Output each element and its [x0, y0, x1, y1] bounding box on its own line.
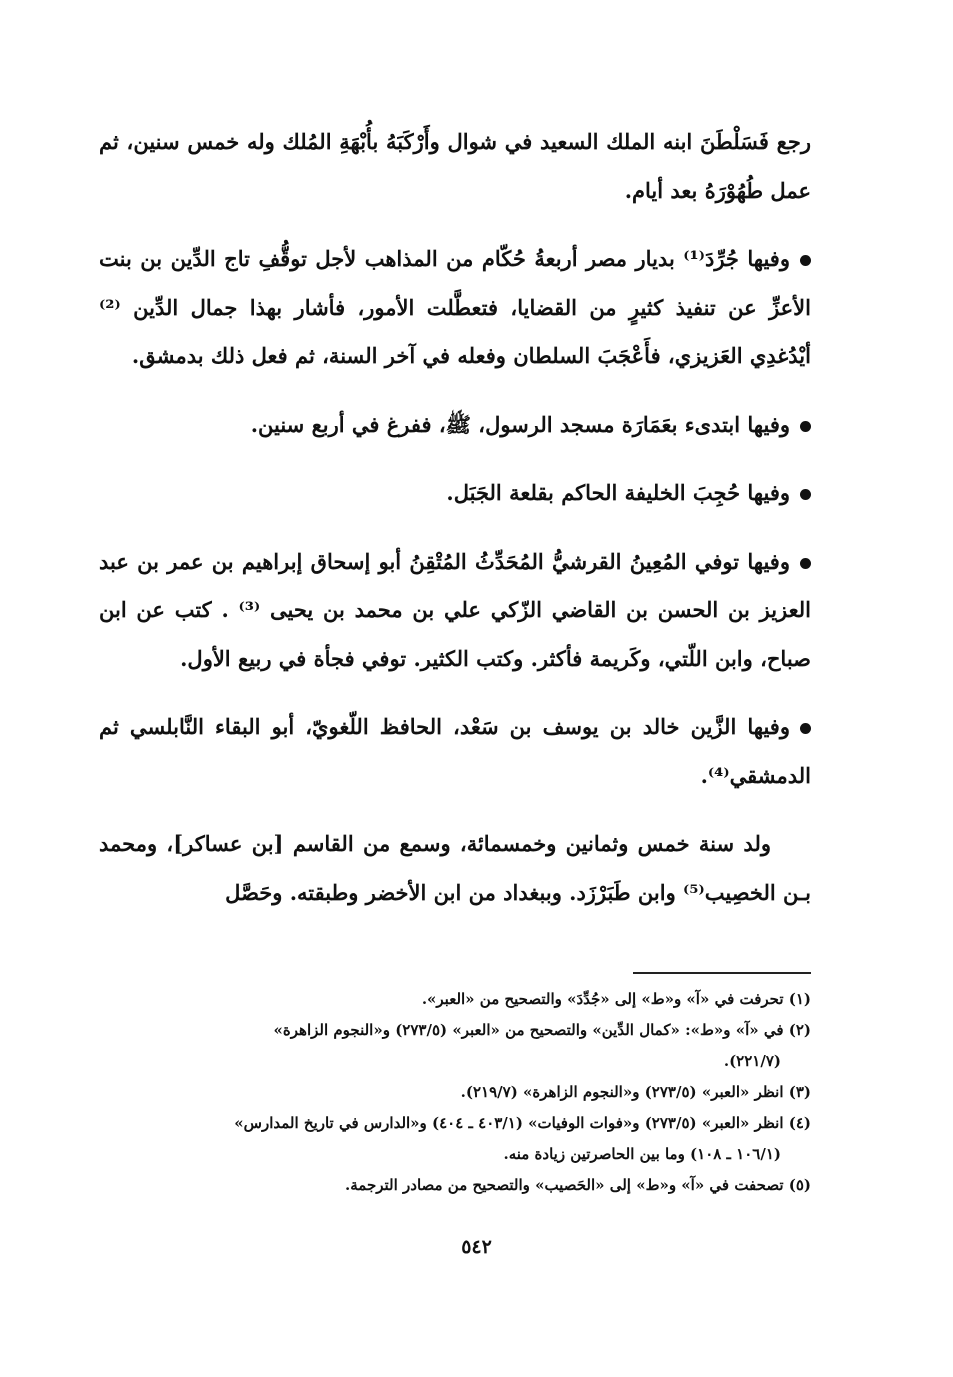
footnote-4-continued: (١٠٦/١ ـ ١٠٨) وما بين الحاصرتين زيادة منه.	[503, 1145, 781, 1163]
footnote-1: (١) تحرفت في «آ» و«ط» إلى «جُدِّدَ» والتصحيح من «العبر».	[421, 990, 811, 1008]
footnote-5: (٥) تصحفت في «آ» و«ط» إلى «الحَصيب» والتصحيح من مصادر الترجمة.	[345, 1176, 811, 1194]
bullet-icon	[800, 255, 811, 266]
paragraph	[99, 401, 811, 450]
footnote-2-continued: (٢٢١/٧).	[723, 1052, 781, 1070]
main-text	[99, 118, 811, 937]
paragraph	[99, 538, 811, 684]
paragraph-text: وفيها الزَّين خالد بن يوسف بن سَعْد، الحافظ اللّغويّ، أبو البقاء النَّابلسي ثم الدمشقي⁽⁴⁾.	[99, 714, 811, 788]
footnote-4: (٤) انظر «العبر» (٢٧٣/٥) و«فوات الوفيات» (٤٠٣/١ ـ ٤٠٤) و«الدارس في تاريخ المدارس»	[234, 1114, 811, 1132]
paragraph-text: ولد سنة خمس وثمانين وخمسمائة، وسمع من القاسم [بن عساكر]، ومحمد بـن الخصِيب⁽⁵⁾ وابن طَبَرْزَد. وببغداد من ابن الأخضر وطبقته. وحَصَّل	[99, 831, 811, 905]
footnote-3: (٣) انظر «العبر» (٢٧٣/٥) و«النجوم الزاهرة» (٢١٩/٧).	[460, 1083, 811, 1101]
footnotes	[99, 984, 811, 1201]
paragraph-text: وفيها حُجِبَ الخليفة الحاكم بقلعة الجَبَل.	[446, 480, 790, 505]
paragraph	[99, 820, 811, 917]
paragraph-text: وفيها توفي المُعِينُ القرشيُّ المُحَدِّثُ المُتْقِنُ أبو إسحاق إبراهيم بن عمر بن عبد العزيز بن الحسن بن القاضي الزّكي علي بن محمد بن يحيى ⁽³⁾ . كتب عن ابن صباح، وابن اللّتي، وكَريمة فأكثر. وكتب الكثير. توفي فجأة في ربيع الأول.	[99, 548, 811, 671]
footnote-divider	[633, 972, 811, 974]
paragraph-text: وفيها جُرِّدَ⁽¹⁾ بديار مصر أربعةُ حُكّام من المذاهب لأجل توقُّفِ تاج الدِّين بن بنت الأعزِّ عن تنفيذ كثيرٍ من القضايا، فتعطَّلت الأمور، فأشار بهذا جمال الدِّين ⁽²⁾ أيْدُغدِي العَزيزي، فأَعْجَبَ السلطان وفعله في آخر السنة، ثم فعل ذلك بدمشق.	[99, 246, 811, 368]
bullet-icon	[800, 421, 811, 432]
bullet-icon	[800, 723, 811, 734]
paragraph	[99, 235, 811, 381]
paragraph-text: رجع فَسَلْطَنَ ابنه الملك السعيد في شوال وأَرْكَبَهُ بأُبْهَةِ المُلك وله خمس سنين، ثم عمل طُهُوْرَهُ بعد أيام.	[99, 129, 811, 203]
paragraph	[99, 469, 811, 518]
footnote-2: (٢) في «آ» و«ط»: «كمال الدِّين» والتصحيح من «العبر» (٢٧٣/٥) و«النجوم الزاهرة»	[273, 1021, 811, 1039]
bullet-icon	[800, 558, 811, 569]
paragraph	[99, 118, 811, 215]
paragraph-text: وفيها ابتدىء بعَمَارَة مسجد الرسول، ﷺ، ففرغ في أربع سنين.	[250, 411, 790, 437]
paragraph	[99, 703, 811, 800]
bullet-icon	[800, 489, 811, 500]
page-number: ٥٤٢	[461, 1236, 492, 1258]
